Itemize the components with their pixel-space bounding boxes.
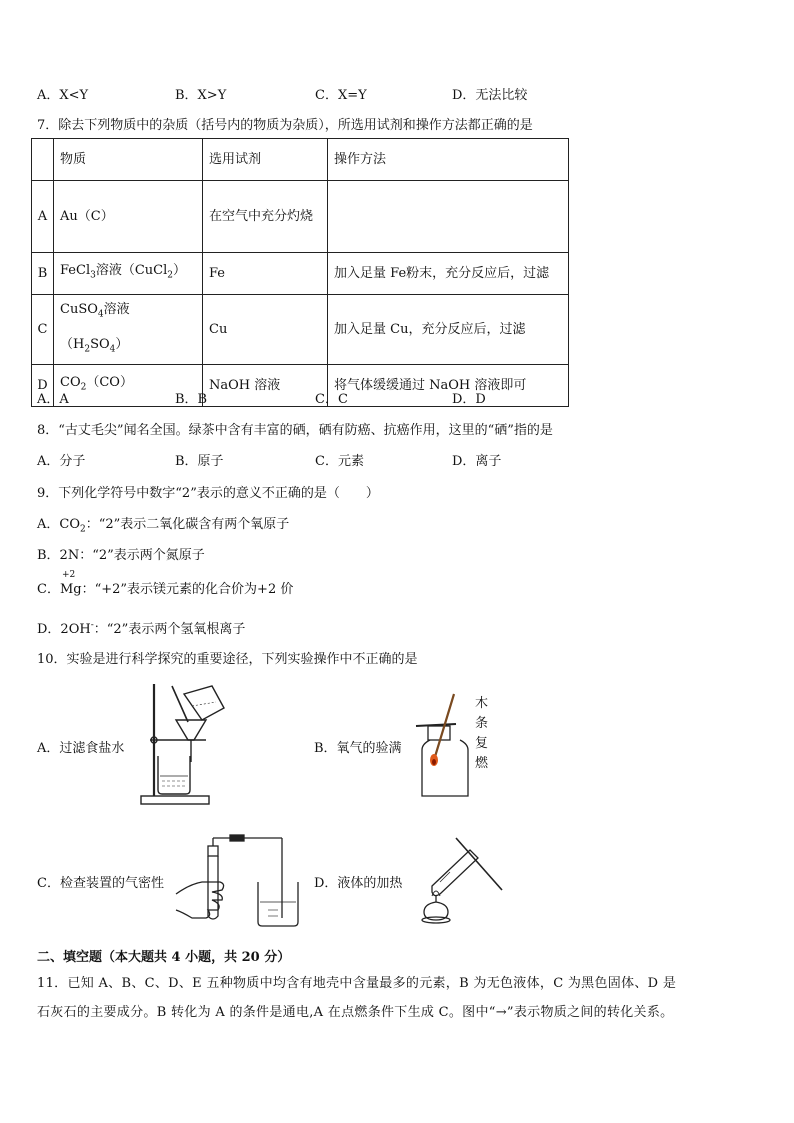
q9-stem: 9．下列化学符号中数字“2”表示的意义不正确的是（ ） [37, 486, 379, 501]
table-row [32, 295, 569, 365]
q10-option-a: A．过滤食盐水 [37, 741, 125, 756]
row-reagent: Cu [203, 295, 328, 365]
option-d: D．无法比较 [452, 88, 528, 103]
table-row [32, 365, 569, 407]
q10-stem: 10．实验是进行科学探究的重要途径，下列实验操作中不正确的是 [37, 652, 418, 667]
row-substance: $CO_2(CO)$ [54, 365, 203, 407]
q9-option-c: C． +2 Mg：“+2”表示镁元素的化合价为+2 价 [37, 570, 294, 597]
q11-line-1: 11．已知 A、B、C、D、E 五种物质中均含有地壳中含量最多的元素，B 为无色液体，C 为黑色固体、D 是 [37, 976, 677, 991]
q9-option-a: A．$CO_2$：“2”表示二氧化碳含有两个氧原子 [37, 517, 290, 535]
valence-symbol: +2 Mg [59, 570, 82, 597]
option-a: A．X<Y [37, 88, 89, 103]
header-cell: 操作方法 [328, 139, 569, 181]
q7-stem: 7．除去下列物质中的杂质（括号内的物质为杂质），所选用试剂和操作方法都正确的是 [37, 118, 533, 133]
q9-option-d: D．2OH-：“2”表示两个氢氧根离子 [37, 620, 246, 637]
table-header-row [32, 139, 569, 181]
table-row [32, 181, 569, 253]
option-a: A．A [37, 392, 69, 407]
row-letter: B [32, 253, 54, 295]
filtration-apparatus-figure [136, 680, 242, 808]
row-method: 加入足量 Fe粉末，充分反应后，过滤 [328, 253, 569, 295]
option-b: B．B [175, 392, 208, 407]
option-a: A．分子 [37, 454, 86, 469]
q7-table [31, 138, 569, 407]
row-letter: C [32, 295, 54, 365]
row-reagent: NaOH 溶液 [203, 365, 328, 407]
header-cell [32, 139, 54, 181]
q9-option-b: B．2N：“2”表示两个氮原子 [37, 548, 205, 563]
row-reagent: Fe [203, 253, 328, 295]
q10-option-d: D．液体的加热 [314, 876, 403, 891]
row-method: 加入足量 Cu，充分反应后，过滤 [328, 295, 569, 365]
option-c: C．C [315, 392, 348, 407]
row-letter: A [32, 181, 54, 253]
liquid-heating-figure [410, 832, 506, 926]
q11-line-2: 石灰石的主要成分。B 转化为 A 的条件是通电,A 在点燃条件下生成 C。图中“→”表示物质之间的转化关系。 [37, 1005, 674, 1020]
oxygen-test-figure [412, 690, 476, 800]
option-b: B．原子 [175, 454, 224, 469]
table-row [32, 253, 569, 295]
q8-stem: 8．“古丈毛尖”闻名全国。绿茶中含有丰富的硒，硒有防癌、抗癌作用，这里的“硒”指的是 [37, 423, 553, 438]
row-substance: FeCl$_3$溶液（CuCl$_2$） [54, 253, 203, 295]
option-d: D．离子 [452, 454, 502, 469]
section-title: 二、填空题（本大题共 4 小题，共 20 分） [37, 950, 291, 965]
reagent-text: 在空气中充分灼烧 [209, 208, 314, 224]
row-substance: CuSO$_4$溶液$(H_2SO_4)$ [54, 295, 203, 365]
q10-option-c: C．检查装置的气密性 [37, 876, 164, 891]
header-cell: 物质 [54, 139, 203, 181]
wood-splint-label: 木 条 复 燃 [475, 696, 489, 771]
option-c: C．元素 [315, 454, 364, 469]
row-reagent [203, 181, 328, 253]
option-c: C．X=Y [315, 88, 367, 103]
q10-option-b: B．氧气的验满 [314, 741, 402, 756]
option-b: B．X>Y [175, 88, 227, 103]
header-cell: 选用试剂 [203, 139, 328, 181]
row-method: 将气体缓缓通过 NaOH 溶液即可 [328, 365, 569, 407]
row-method [328, 181, 569, 253]
row-substance: Au（C） [54, 181, 203, 253]
option-d: D．D [452, 392, 486, 407]
row-letter: D [32, 365, 54, 407]
airtightness-check-figure [172, 832, 302, 930]
